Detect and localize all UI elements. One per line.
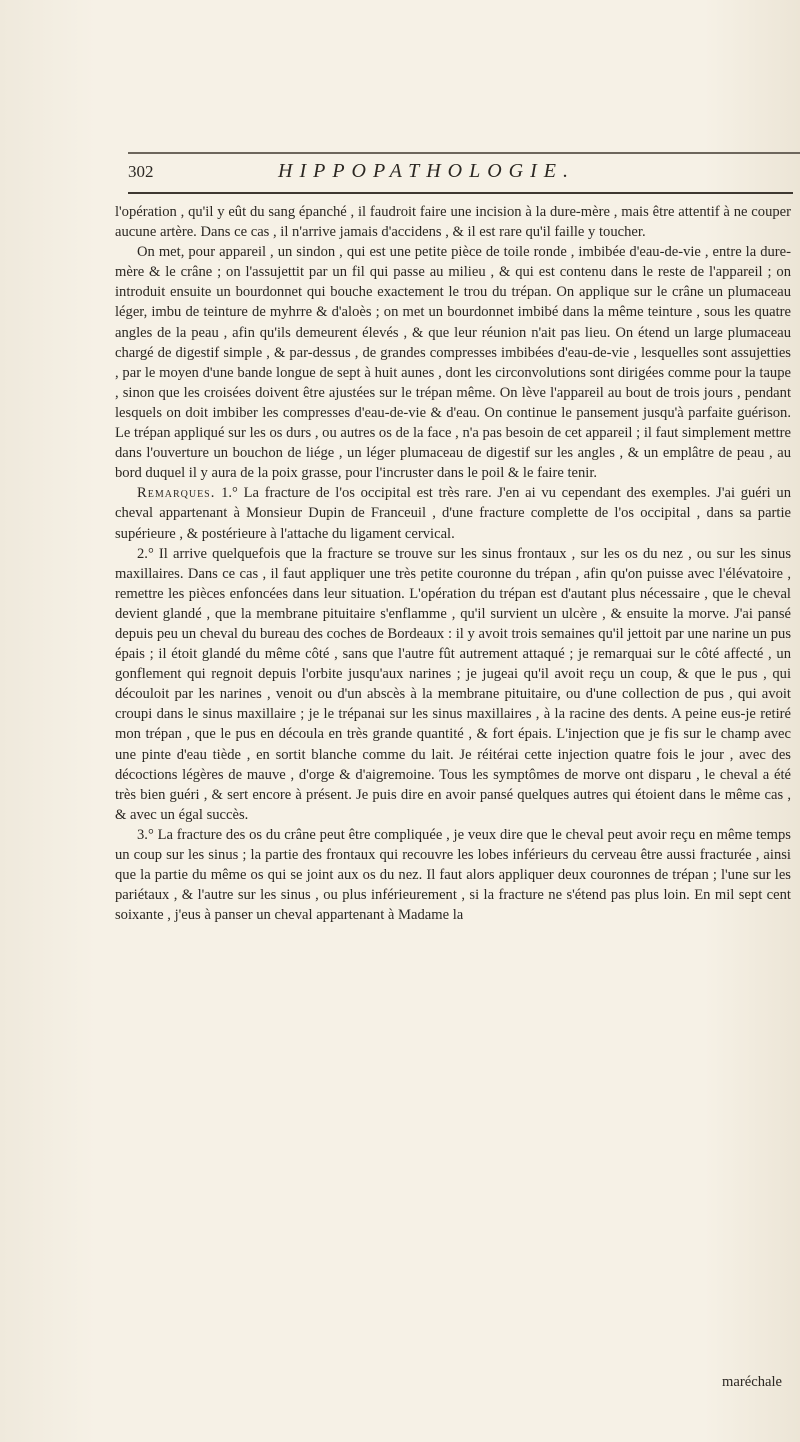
page-number: 302 <box>128 162 154 181</box>
paragraph-remarks <box>115 483 791 543</box>
paragraph: On met, pour appareil , un sindon , qui est une petite pièce de toile ronde , imbibée d'eau-de-vie , entre la dure-mère & le crâne ; on l'assujettit par un fil qui passe au milieu , & qui est contenu dans le reste de l'appareil ; on introduit ensuite un bourdonnet qui bouche exactement le trou du trépan. On applique sur le crâne un plumaceau léger, imbu de teinture de myhrre & d'aloès ; on met un bourdonnet imbibé dans la même teinture , sous les quatre angles de la peau , afin qu'ils demeurent élevés , & que leur réunion n'ait pas lieu. On étend un large plumaceau chargé de digestif simple , & par-dessus , de grandes compresses imbibées d'eau-de-vie , lesquelles sont assujetties , par le moyen d'une bande longue de sept à huit aunes , dont les circonvolutions sont dirigées comme pour la taupe , sinon que les croisées doivent être ajustées sur le trépan même. On lève l'appareil au bout de trois jours , pendant lesquels on doit imbiber les compresses d'eau-de-vie & d'eau. On continue le pansement jusqu'à parfaite guérison. Le trépan appliqué sur les os durs , ou autres os de la face , n'a pas besoin de cet appareil ; il faut simplement mettre dans l'ouverture un bouchon de liége , un léger plumaceau de digestif sur les angles , & un emplâtre de peau , au bord duquel il y aura de la poix grasse, pour l'incruster dans le poil & le faire tenir. <box>115 244 791 482</box>
catchword: maréchale <box>722 1374 782 1390</box>
running-title: HIPPOPATHOLOGIE. <box>278 160 575 182</box>
paragraph: 2.° Il arrive quelquefois que la fracture se trouve sur les sinus frontaux , sur les os du nez , ou sur les sinus maxillaires. Dans ce cas , il faut appliquer une très petite couronne du trépan , afin qu'on puisse avec l'élévatoire , remettre les pièces enfoncées dans leur situation. L'opération du trépan est d'autant plus nécessaire , que le cheval devient glandé , que la membrane pituitaire s'enflamme , qu'il survient un ulcère , & ensuite la morve. J'ai pansé depuis peu un cheval du bureau des coches de Bordeaux : il y avoit trois semaines qu'il jettoit par une narine un pus épais ; il étoit glandé du même côté , sans que l'autre fût autrement attaqué ; je remarquai sur le côté affecté , un gonflement qui regnoit depuis l'orbite jusqu'aux narines ; je jugeai qu'il avoit reçu un coup, & que le pus , qui découloit par les narines , venoit ou d'un abscès à la membrane pituitaire, ou d'une collection de pus , qui avoit croupi dans le sinus maxillaire ; je le trépanai sur les sinus maxillaires , à la racine des dents. A peine eus-je retiré mon trépan , que le pus en découla en très grande quantité , & fort épais. L'injection que je fis sur le champ avec une pinte d'eau tiède , en sortit blanche comme du lait. Je réitérai cette injection quatre fois le jour , avec des décoctions légères de mauve , d'orge & d'aigremoine. Tous les symptômes de morve ont disparu , le cheval a été très bien guéri , & sert encore à présent. Je puis dire en avoir pansé quelques autres qui étoient dans le même cas , & avec un égal succès. <box>115 545 791 823</box>
paragraph: 3.° La fracture des os du crâne peut être compliquée , je veux dire que le cheval peut avoir reçu en même temps un coup sur les sinus ; la partie des frontaux qui recouvre les lobes inférieurs du cerveau être aussi fracturée , ainsi que la partie du même os qui se joint aux os du nez. Il faut alors appliquer deux couronnes de trépan ; l'une sur les pariétaux , & l'autre sur les sinus , ou plus inférieurement , si la fracture ne s'étend pas plus loin. En mil sept cent soixante , j'eus à panser un cheval appartenant à Madame la <box>115 826 791 924</box>
top-rule <box>128 152 800 154</box>
paragraph: l'opération , qu'il y eût du sang épanché , il faudroit faire une incision à la dure-mère , mais être attentif à ne couper aucune artère. Dans ce cas , il n'arrive jamais d'accidens , & il est rare qu'il faille y toucher. <box>115 204 791 241</box>
header-rule <box>128 192 793 194</box>
page-header <box>128 160 793 188</box>
body-text <box>115 202 791 925</box>
remarks-label: Remarques. <box>137 485 216 502</box>
remarks-text: 1.° La fracture de l'os occipital est très rare. J'en ai vu cependant des exemples. J'ai guéri un cheval appartenant à Monsieur Dupin de Franceuil , d'une fracture complette de l'os occipital , dans sa partie supérieure , & postérieure à l'attache du ligament cervical. <box>115 485 791 542</box>
